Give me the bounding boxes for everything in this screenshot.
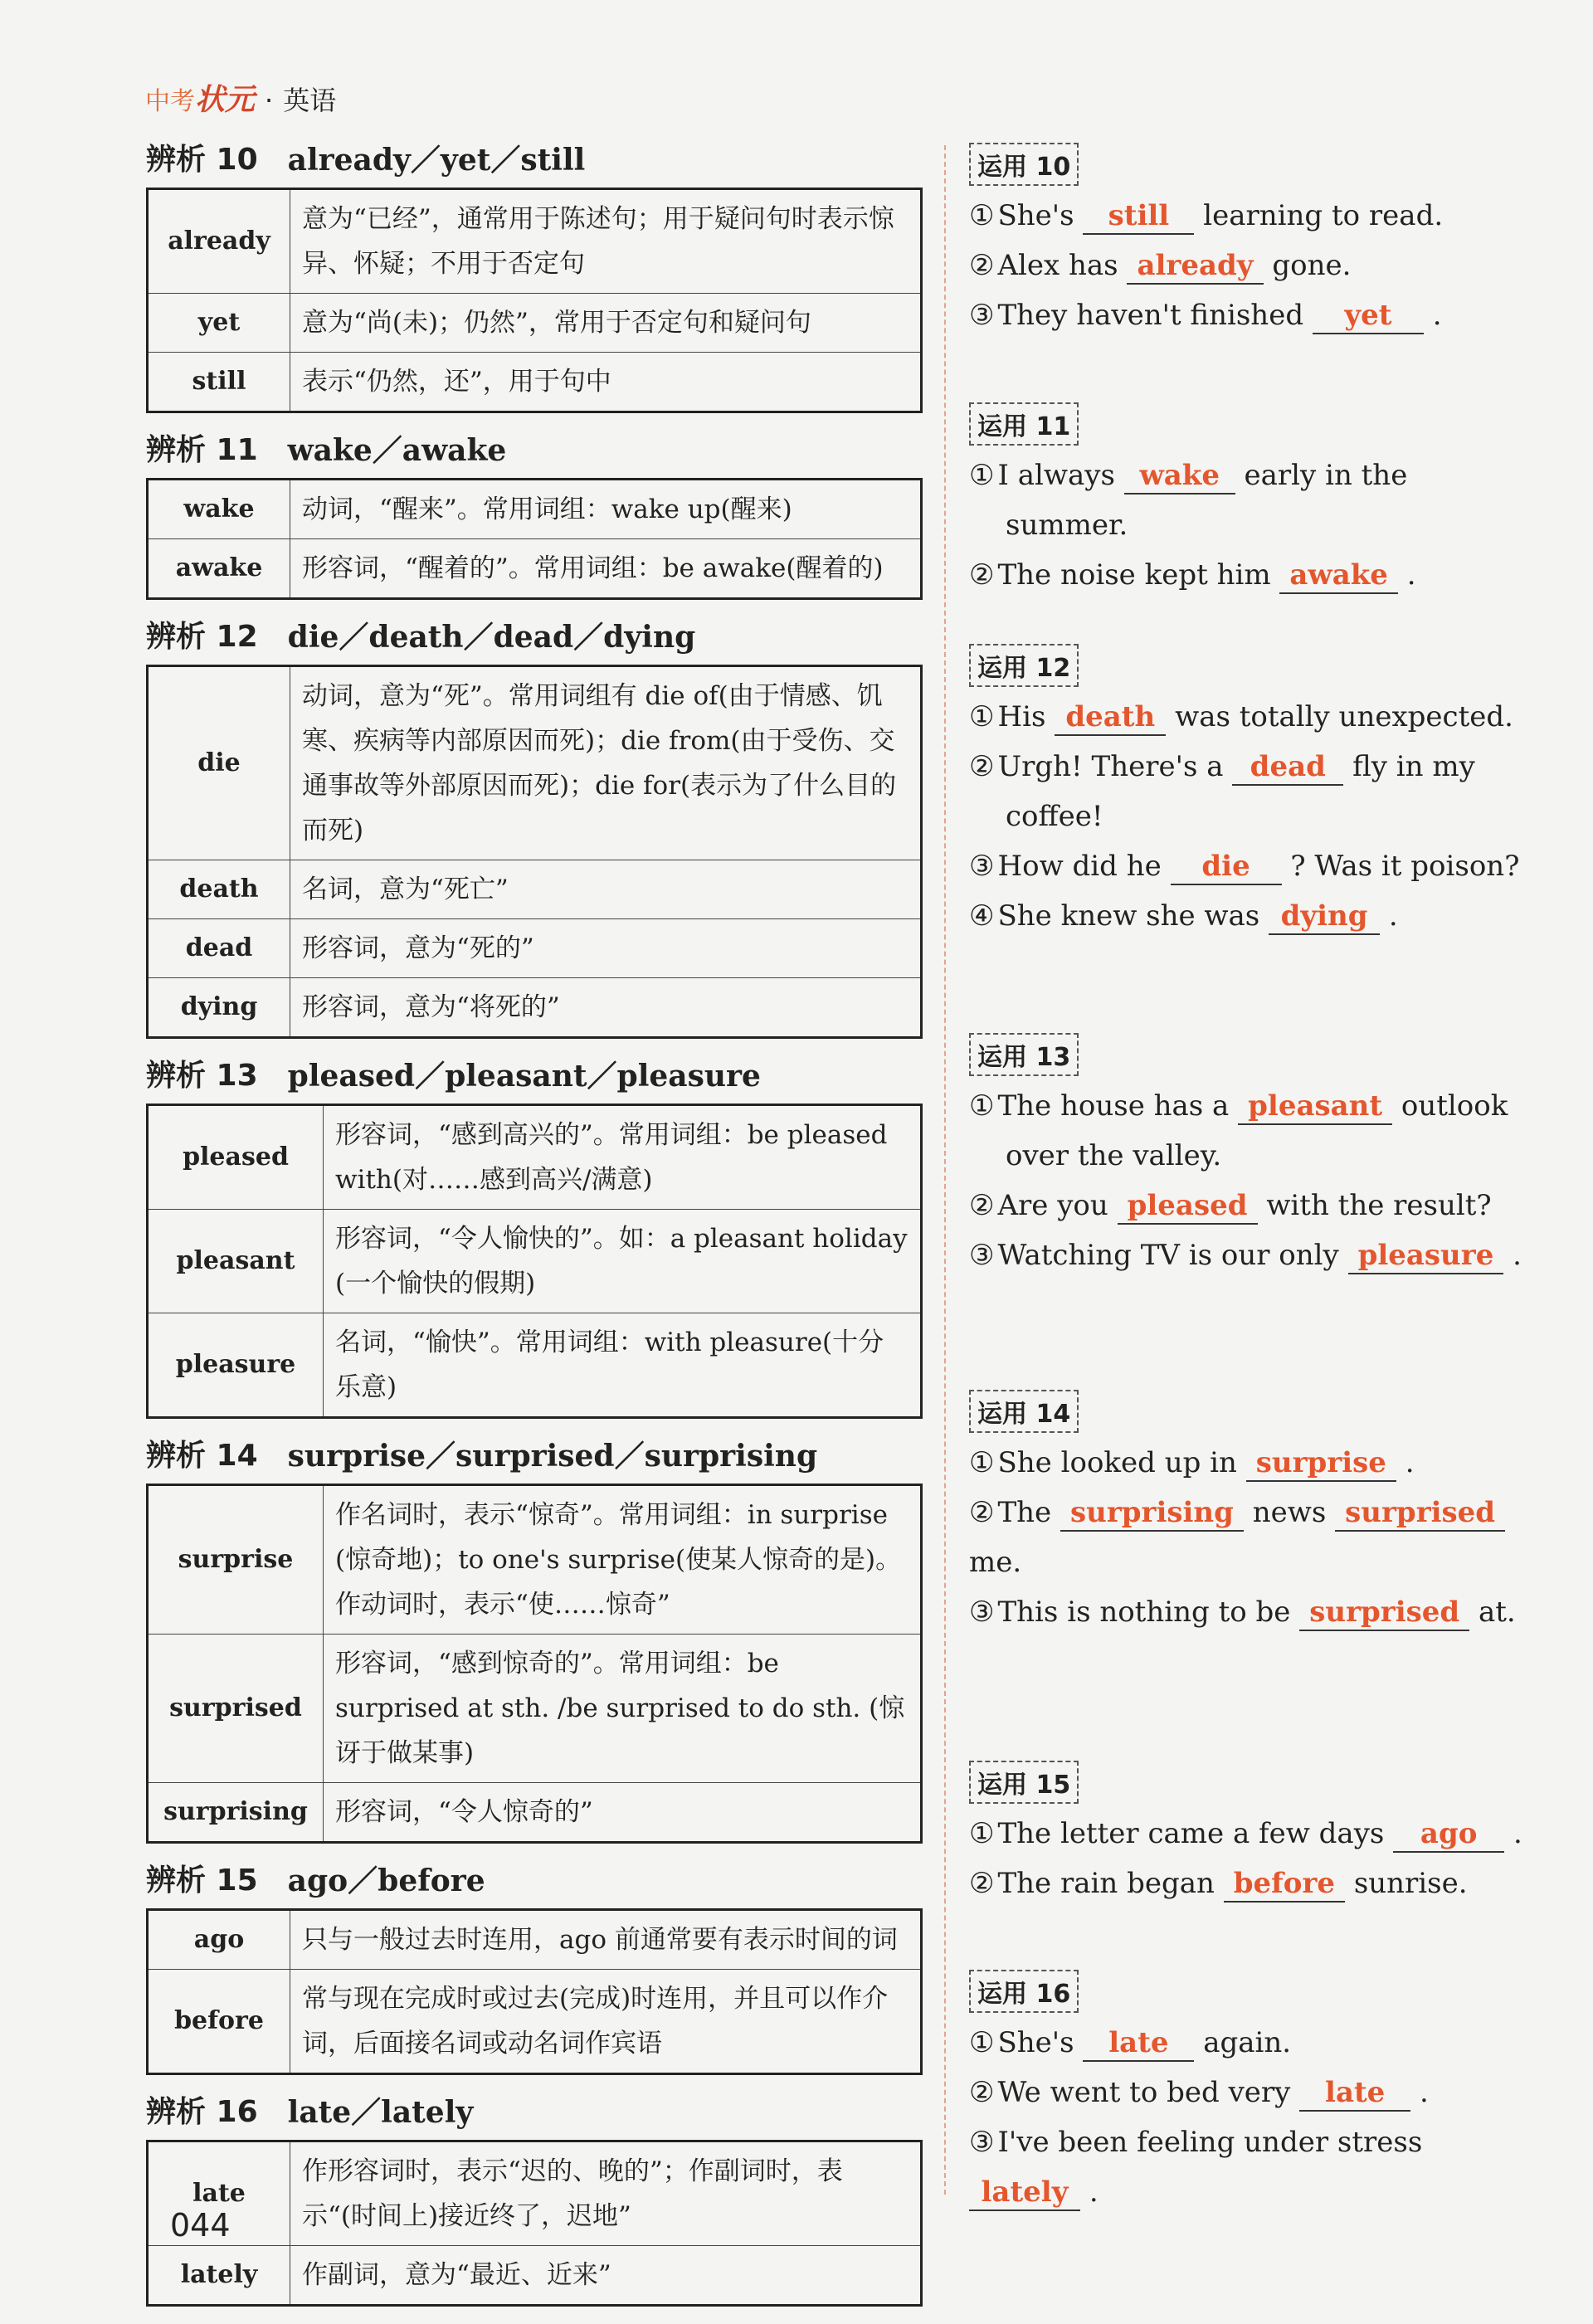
item-number: ② — [969, 249, 995, 282]
sentence-after: . — [1388, 899, 1398, 933]
exercise-sentence — [969, 1230, 1533, 1280]
section-words: ago／before — [287, 1864, 485, 1898]
exercise-block — [969, 1761, 1533, 1908]
sentence-before: The rain began — [997, 1867, 1215, 1900]
item-number: ① — [969, 459, 995, 492]
exercise-sentence — [969, 2117, 1533, 2217]
subject-label: 英语 — [283, 85, 337, 116]
section-title — [146, 1429, 923, 1484]
sentence-after: with the result? — [1266, 1189, 1492, 1222]
definition-table — [146, 1104, 923, 1419]
answer-blank[interactable]: surprise — [1246, 1445, 1396, 1482]
section-title — [146, 1049, 923, 1104]
table-row — [148, 189, 922, 294]
sentence-continuation: over the valley. — [1006, 1139, 1222, 1172]
section-label: 辨析 10 — [146, 143, 258, 177]
sentence-before: We went to bed very — [997, 2076, 1291, 2109]
description-cell: 形容词，“感到高兴的”。常用词组：be pleased with(对……感到高兴/满意) — [324, 1105, 922, 1210]
brand-dot: · — [265, 85, 274, 116]
answer-blank[interactable]: late — [1299, 2075, 1410, 2112]
word-cell: pleasant — [148, 1210, 324, 1313]
definition-table — [146, 2140, 923, 2307]
item-number: ② — [969, 1867, 995, 1900]
description-cell: 只与一般过去时连用，ago 前通常要有表示时间的词 — [290, 1910, 922, 1970]
answer-blank[interactable]: surprising — [1060, 1495, 1244, 1532]
table-row — [148, 2141, 922, 2246]
section-words: pleased／pleasant／pleasure — [287, 1059, 761, 1094]
answer-blank[interactable]: pleasure — [1348, 1238, 1504, 1274]
sentence-before: His — [997, 700, 1046, 733]
section-label: 辨析 16 — [146, 2095, 258, 2129]
section-title — [146, 610, 923, 665]
item-number: ① — [969, 199, 995, 232]
item-number: ① — [969, 1446, 995, 1479]
exercise-sentence — [969, 1587, 1533, 1637]
item-number: ① — [969, 1817, 995, 1850]
exercise-sentence — [969, 1438, 1533, 1488]
table-row — [148, 1485, 922, 1635]
section-words: die／death／dead／dying — [287, 620, 696, 655]
definition-table — [146, 1908, 923, 2075]
sentence-after: . — [1420, 2076, 1429, 2109]
exercise-block — [969, 143, 1533, 340]
description-cell: 意为“已经”，通常用于陈述句；用于疑问句时表示惊异、怀疑；不用于否定句 — [290, 189, 922, 294]
answer-blank[interactable]: death — [1055, 699, 1166, 736]
section-label: 辨析 15 — [146, 1864, 258, 1898]
sentence-after: sunrise. — [1353, 1867, 1468, 1900]
section-label: 辨析 14 — [146, 1439, 258, 1473]
exercise-tag: 运用 10 — [969, 143, 1079, 186]
exercise-sentence — [969, 1809, 1533, 1859]
table-row — [148, 1970, 922, 2074]
sentence-before: The noise kept him — [997, 558, 1271, 592]
exercise-sentence — [969, 2068, 1533, 2117]
sentence-after: learning to read. — [1203, 199, 1444, 232]
item-number: ② — [969, 1496, 995, 1529]
answer-blank[interactable]: awake — [1279, 558, 1398, 594]
sentence-before: The letter came a few days — [997, 1817, 1385, 1850]
table-row — [148, 860, 922, 919]
section-words: surprise／surprised／surprising — [287, 1439, 818, 1474]
sentence-before: She looked up in — [997, 1446, 1237, 1479]
description-cell: 动词，意为“死”。常用词组有 die of(由于情感、饥寒、疾病等内部原因而死)；die from(由于受伤、交通事故等外部原因而死)；die for(表示为了什么目的而死) — [290, 666, 922, 860]
word-cell: lately — [148, 2246, 290, 2306]
word-cell: dead — [148, 919, 290, 978]
description-cell: 表示“仍然，还”，用于句中 — [290, 353, 922, 412]
exercise-block — [969, 1033, 1533, 1280]
description-cell: 名词，“愉快”。常用词组：with pleasure(十分乐意) — [324, 1313, 922, 1418]
item-number: ③ — [969, 299, 995, 332]
item-number: ② — [969, 558, 995, 592]
sentence-after: gone. — [1272, 249, 1352, 282]
exercise-tag: 运用 12 — [969, 644, 1079, 687]
sentence-after: early in the — [1244, 459, 1408, 492]
sentence-before: She's — [997, 199, 1074, 232]
item-number: ② — [969, 2076, 995, 2109]
answer-blank[interactable]: yet — [1313, 298, 1424, 334]
definition-table — [146, 665, 923, 1039]
item-number: ① — [969, 1089, 995, 1123]
page-number: 044 — [170, 2207, 231, 2244]
sentence-continuation: coffee! — [1006, 800, 1103, 833]
brand-part-2: 状元 — [195, 83, 256, 117]
section-words: late／lately — [287, 2095, 474, 2130]
sentence-before: Urgh! There's a — [997, 750, 1224, 783]
section-words: already／yet／still — [287, 143, 586, 178]
table-row — [148, 539, 922, 599]
table-row — [148, 480, 922, 539]
exercise-sentence — [969, 841, 1533, 891]
sentence-before: How did he — [997, 850, 1162, 883]
exercise-sentence — [969, 891, 1533, 941]
sentence-before: The house has a — [997, 1089, 1230, 1123]
description-cell: 作副词，意为“最近、近来” — [290, 2246, 922, 2306]
exercise-block — [969, 402, 1533, 600]
table-row — [148, 294, 922, 353]
sentence-after-2: me. — [969, 1546, 1022, 1579]
exercise-tag: 运用 15 — [969, 1761, 1079, 1804]
answer-blank[interactable]: surprised — [1299, 1595, 1469, 1631]
table-row — [148, 1105, 922, 1210]
answer-blank[interactable]: dying — [1269, 899, 1380, 935]
sentence-before: Watching TV is our only — [997, 1239, 1339, 1272]
description-cell: 形容词，意为“死的” — [290, 919, 922, 978]
exercise-sentence — [969, 550, 1533, 600]
answer-blank[interactable]: dead — [1232, 749, 1343, 786]
description-cell: 意为“尚(未)；仍然”，常用于否定句和疑问句 — [290, 294, 922, 353]
section-title — [146, 133, 923, 188]
item-number: ② — [969, 1189, 995, 1222]
description-cell: 作形容词时，表示“迟的、晚的”；作副词时，表示“(时间上)接近终了，迟地” — [290, 2141, 922, 2246]
exercise-sentence — [969, 692, 1533, 742]
table-row — [148, 978, 922, 1038]
table-row — [148, 2246, 922, 2306]
sentence-after: . — [1513, 1239, 1522, 1272]
sentence-before: She's — [997, 2026, 1074, 2059]
definition-table — [146, 1484, 923, 1844]
exercise-sentence — [969, 1081, 1533, 1131]
item-number: ① — [969, 700, 995, 733]
table-row — [148, 919, 922, 978]
sentence-before: I always — [997, 459, 1115, 492]
exercise-tag: 运用 13 — [969, 1033, 1079, 1076]
word-cell: awake — [148, 539, 290, 599]
word-cell: surprising — [148, 1783, 324, 1843]
answer-blank[interactable]: already — [1127, 248, 1263, 285]
sentence-after: . — [1405, 1446, 1415, 1479]
exercise-sentence — [969, 290, 1533, 340]
word-cell: already — [148, 189, 290, 294]
sentence-after: was totally unexpected. — [1175, 700, 1513, 733]
exercise-sentence — [969, 451, 1533, 500]
exercise-sentence — [969, 742, 1533, 792]
exercise-tag: 运用 14 — [969, 1390, 1079, 1433]
exercise-tag: 运用 16 — [969, 1970, 1079, 2013]
exercise-sentence — [969, 2018, 1533, 2068]
sentence-after: fly in my — [1352, 750, 1475, 783]
table-row — [148, 1910, 922, 1970]
description-cell: 形容词，意为“将死的” — [290, 978, 922, 1038]
item-number: ③ — [969, 1596, 995, 1629]
exercise-sentence — [969, 241, 1533, 290]
definition-table — [146, 478, 923, 600]
brand-part-1: 中考 — [145, 87, 195, 116]
sentence-before: She knew she was — [997, 899, 1260, 933]
header-brand — [145, 76, 336, 119]
sentence-before: They haven't finished — [997, 299, 1304, 332]
sentence-after: . — [1432, 299, 1442, 332]
exercise-block — [969, 1970, 1533, 2217]
answer-blank[interactable]: die — [1171, 849, 1282, 885]
table-row — [148, 1783, 922, 1843]
word-cell: pleasure — [148, 1313, 324, 1418]
answer-blank[interactable]: wake — [1124, 458, 1235, 495]
word-cell: late — [148, 2141, 290, 2246]
sentence-after: news — [1252, 1496, 1327, 1529]
word-cell: still — [148, 353, 290, 412]
answer-blank[interactable]: pleasant — [1238, 1089, 1392, 1125]
exercise-sentence — [969, 1488, 1533, 1587]
word-cell: surprise — [148, 1485, 324, 1635]
word-cell: surprised — [148, 1635, 324, 1783]
sentence-before: Are you — [997, 1189, 1108, 1222]
item-number: ② — [969, 750, 995, 783]
answer-blank[interactable]: ago — [1393, 1816, 1504, 1853]
answer-blank[interactable]: pleased — [1118, 1188, 1258, 1225]
description-cell: 名词，意为“死亡” — [290, 860, 922, 919]
item-number: ① — [969, 2026, 995, 2059]
answer-blank[interactable]: still — [1083, 198, 1194, 235]
answer-blank-2[interactable]: surprised — [1335, 1495, 1505, 1532]
sentence-after: again. — [1203, 2026, 1292, 2059]
column-divider — [944, 145, 946, 2195]
sentence-after: . — [1406, 558, 1416, 592]
word-cell: before — [148, 1970, 290, 2074]
section-title — [146, 423, 923, 478]
description-cell: 作名词时，表示“惊奇”。常用词组：in surprise (惊奇地)；to one's surprise(使某人惊奇的是)。作动词时，表示“使……惊奇” — [324, 1485, 922, 1635]
item-number: ③ — [969, 1239, 995, 1272]
word-cell: die — [148, 666, 290, 860]
word-cell: ago — [148, 1910, 290, 1970]
answer-blank[interactable]: lately — [969, 2175, 1080, 2211]
section-label: 辨析 11 — [146, 433, 258, 467]
exercise-tag: 运用 11 — [969, 402, 1079, 446]
item-number: ③ — [969, 2126, 995, 2159]
exercise-block — [969, 644, 1533, 941]
table-row — [148, 1210, 922, 1313]
exercise-sentence — [969, 1859, 1533, 1908]
section-label: 辨析 13 — [146, 1059, 258, 1093]
word-cell: yet — [148, 294, 290, 353]
sentence-after: outlook — [1401, 1089, 1508, 1123]
answer-blank[interactable]: late — [1083, 2025, 1194, 2062]
description-cell: 形容词，“醒着的”。常用词组：be awake(醒着的) — [290, 539, 922, 599]
sentence-before: Alex has — [997, 249, 1118, 282]
definition-table — [146, 188, 923, 413]
item-number: ④ — [969, 899, 995, 933]
word-cell: wake — [148, 480, 290, 539]
word-cell: dying — [148, 978, 290, 1038]
answer-blank[interactable]: before — [1224, 1866, 1345, 1903]
description-cell: 形容词，“令人愉快的”。如：a pleasant holiday (一个愉快的假期) — [324, 1210, 922, 1313]
word-cell: death — [148, 860, 290, 919]
exercise-sentence — [969, 191, 1533, 241]
sentence-before: The — [997, 1496, 1052, 1529]
section-title — [146, 1854, 923, 1908]
analysis-column — [146, 133, 923, 2317]
section-words: wake／awake — [287, 433, 507, 468]
table-row — [148, 1313, 922, 1418]
table-row — [148, 1635, 922, 1783]
description-cell: 常与现在完成时或过去(完成)时连用，并且可以作介词，后面接名词或动名词作宾语 — [290, 1970, 922, 2074]
section-title — [146, 2085, 923, 2140]
word-cell: pleased — [148, 1105, 324, 1210]
section-label: 辨析 12 — [146, 620, 258, 654]
table-row — [148, 666, 922, 860]
sentence-after: ? Was it poison? — [1290, 850, 1520, 883]
description-cell: 形容词，“令人惊奇的” — [324, 1783, 922, 1843]
description-cell: 动词，“醒来”。常用词组：wake up(醒来) — [290, 480, 922, 539]
description-cell: 形容词，“感到惊奇的”。常用词组：be surprised at sth. /be surprised to do sth. (惊讶于做某事) — [324, 1635, 922, 1783]
sentence-after: . — [1089, 2175, 1099, 2209]
exercise-block — [969, 1390, 1533, 1637]
sentence-before: I've been feeling under stress — [997, 2126, 1423, 2159]
sentence-before: This is nothing to be — [997, 1596, 1291, 1629]
sentence-continuation: summer. — [1006, 509, 1128, 542]
sentence-after: at. — [1478, 1596, 1516, 1629]
item-number: ③ — [969, 850, 995, 883]
table-row — [148, 353, 922, 412]
sentence-after: . — [1513, 1817, 1522, 1850]
exercise-sentence — [969, 1181, 1533, 1230]
